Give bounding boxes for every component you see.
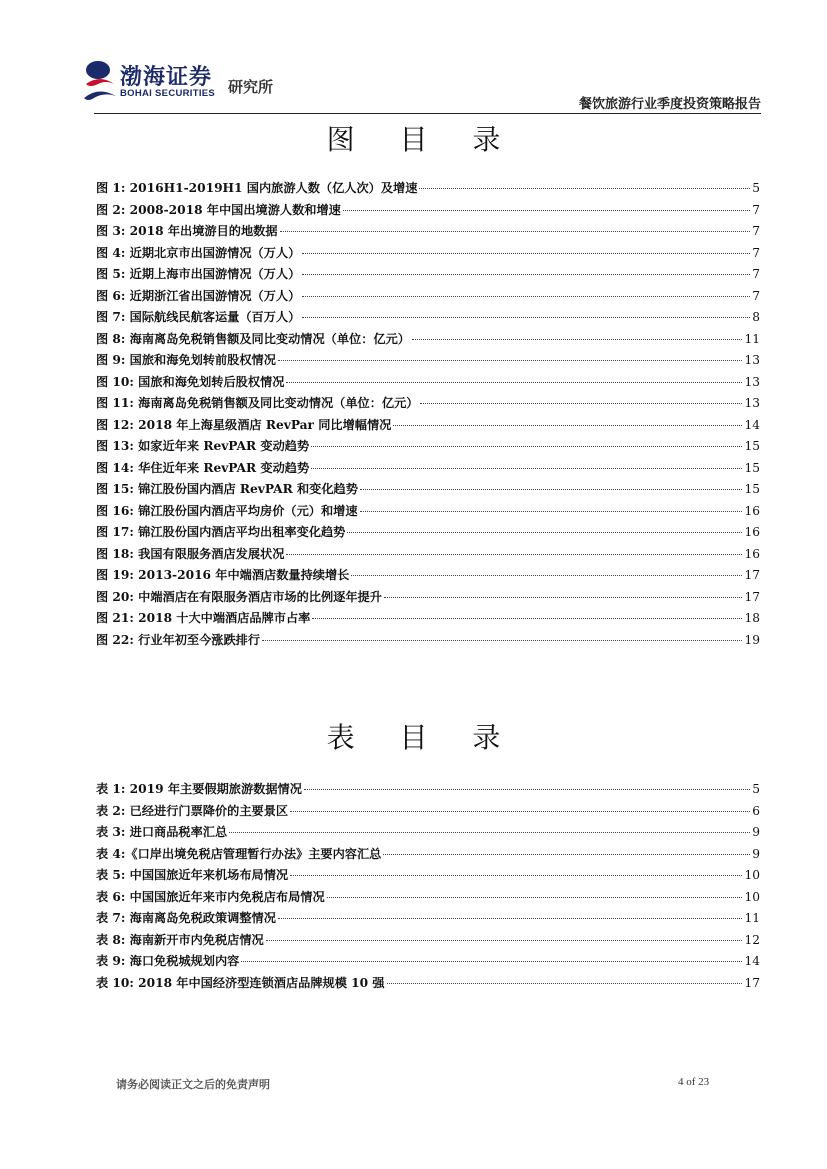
toc-entry-label: 图 22: 行业年初至今涨跌排行 bbox=[96, 632, 261, 647]
logo-english-name: BOHAI SECURITIES bbox=[120, 88, 216, 99]
toc-entry-label: 图 17: 锦江股份国内酒店平均出租率变化趋势 bbox=[96, 525, 346, 539]
dot-leader bbox=[262, 640, 742, 641]
toc-entry-label: 图 18: 我国有限服务酒店发展状况 bbox=[96, 546, 285, 561]
toc-entry[interactable] bbox=[96, 265, 760, 287]
toc-entry-page: 16 bbox=[744, 546, 760, 561]
toc-entry-label: 图 6: 近期浙江省出国游情况（万人） bbox=[96, 288, 301, 303]
toc-entry[interactable] bbox=[96, 566, 760, 588]
dot-leader bbox=[360, 511, 743, 512]
toc-entry-label: 图 15: 锦江股份国内酒店 RevPAR 和变化趋势 bbox=[96, 482, 358, 496]
toc-entry[interactable] bbox=[96, 802, 760, 824]
dot-leader bbox=[419, 188, 750, 189]
toc-entry-label: 图 10: 国旅和海免划转后股权情况 bbox=[96, 374, 285, 389]
toc-entry-label: 表 3: 进口商品税率汇总 bbox=[96, 825, 228, 839]
toc-entry-label: 图 5: 近期上海市出国游情况（万人） bbox=[96, 267, 301, 281]
toc-entry-page: 14 bbox=[744, 954, 760, 968]
toc-entry-label: 图 3: 2018 年出境游目的地数据 bbox=[96, 224, 278, 238]
toc-entry-page: 12 bbox=[744, 932, 760, 947]
toc-entry-page: 15 bbox=[744, 460, 760, 475]
dot-leader bbox=[290, 875, 742, 876]
toc-entry-label: 图 13: 如家近年来 RevPAR 变动趋势 bbox=[96, 439, 310, 453]
toc-entry-page: 6 bbox=[752, 803, 760, 818]
dot-leader bbox=[393, 425, 742, 426]
toc-entry-label: 表 9: 海口免税城规划内容 bbox=[96, 954, 240, 968]
figure-list bbox=[96, 179, 760, 652]
toc-entry-page: 8 bbox=[752, 310, 760, 324]
toc-entry[interactable] bbox=[96, 845, 760, 867]
dot-leader bbox=[343, 210, 750, 211]
dot-leader bbox=[384, 597, 743, 598]
toc-entry-label: 表 10: 2018 年中国经济型连锁酒店品牌规模 10 强 bbox=[96, 975, 385, 990]
toc-entry[interactable] bbox=[96, 244, 760, 266]
toc-entry-page: 17 bbox=[744, 568, 760, 582]
dot-leader bbox=[286, 554, 742, 555]
dot-leader bbox=[387, 983, 743, 984]
dot-leader bbox=[420, 403, 742, 404]
toc-entry[interactable] bbox=[96, 609, 760, 631]
toc-entry[interactable] bbox=[96, 588, 760, 610]
bohai-logo bbox=[80, 58, 292, 108]
toc-entry[interactable] bbox=[96, 545, 760, 567]
toc-entry-page: 19 bbox=[744, 632, 760, 647]
toc-entry[interactable] bbox=[96, 631, 760, 653]
toc-entry[interactable] bbox=[96, 823, 760, 845]
dot-leader bbox=[327, 897, 743, 898]
toc-entry-label: 图 4: 近期北京市出国游情况（万人） bbox=[96, 245, 301, 260]
toc-entry[interactable] bbox=[96, 480, 760, 502]
toc-entry-label: 表 7: 海南离岛免税政策调整情况 bbox=[96, 911, 276, 925]
toc-entry[interactable] bbox=[96, 888, 760, 910]
toc-entry-label: 图 2: 2008-2018 年中国出境游人数和增速 bbox=[96, 202, 341, 217]
table-list bbox=[96, 780, 760, 995]
dot-leader bbox=[302, 296, 750, 297]
toc-entry-label: 图 7: 国际航线民航客运量（百万人） bbox=[96, 310, 301, 324]
disclaimer-note: 请务必阅读正文之后的免责声明 bbox=[116, 1078, 270, 1091]
toc-entry-page: 10 bbox=[744, 868, 760, 882]
toc-entry-page: 10 bbox=[744, 889, 760, 904]
toc-entry-label: 图 16: 锦江股份国内酒店平均房价（元）和增速 bbox=[96, 503, 358, 518]
toc-entry-label: 表 1: 2019 年主要假期旅游数据情况 bbox=[96, 782, 302, 796]
toc-entry-page: 11 bbox=[744, 911, 760, 925]
toc-entry[interactable] bbox=[96, 201, 760, 223]
dot-leader bbox=[302, 317, 750, 318]
toc-entry-page: 17 bbox=[744, 975, 760, 990]
dot-leader bbox=[302, 274, 750, 275]
toc-entry-page: 15 bbox=[744, 482, 760, 496]
toc-entry[interactable] bbox=[96, 780, 760, 802]
dot-leader bbox=[278, 360, 743, 361]
toc-entry-page: 13 bbox=[744, 374, 760, 389]
toc-entry-page: 14 bbox=[744, 417, 760, 432]
dot-leader bbox=[241, 961, 742, 962]
toc-entry-page: 7 bbox=[752, 267, 760, 281]
toc-entry[interactable] bbox=[96, 909, 760, 931]
dot-leader bbox=[412, 339, 743, 340]
figure-list-title: 图 目 录 bbox=[326, 123, 519, 156]
toc-entry-label: 图 14: 华住近年来 RevPAR 变动趋势 bbox=[96, 460, 310, 475]
dot-leader bbox=[304, 789, 750, 790]
toc-entry-page: 18 bbox=[744, 611, 760, 625]
toc-entry[interactable] bbox=[96, 308, 760, 330]
toc-entry[interactable] bbox=[96, 974, 760, 996]
dot-leader bbox=[351, 575, 742, 576]
toc-entry-label: 图 8: 海南离岛免税销售额及同比变动情况（单位：亿元） bbox=[96, 331, 410, 346]
toc-entry[interactable] bbox=[96, 437, 760, 459]
toc-entry-page: 7 bbox=[752, 288, 760, 303]
toc-entry-page: 16 bbox=[744, 503, 760, 518]
toc-entry-label: 图 12: 2018 年上海星级酒店 RevPar 同比增幅情况 bbox=[96, 417, 392, 432]
toc-entry-page: 7 bbox=[752, 224, 760, 238]
toc-entry-page: 9 bbox=[752, 825, 760, 839]
dot-leader bbox=[311, 468, 742, 469]
toc-entry[interactable] bbox=[96, 179, 760, 201]
dot-leader bbox=[360, 489, 743, 490]
dot-leader bbox=[286, 382, 742, 383]
toc-entry-label: 表 2: 已经进行门票降价的主要景区 bbox=[96, 803, 289, 818]
toc-entry-label: 表 4:《口岸出境免税店管理暂行办法》主要内容汇总 bbox=[96, 846, 382, 861]
dot-leader bbox=[347, 532, 742, 533]
dot-leader bbox=[312, 618, 742, 619]
toc-entry-page: 13 bbox=[744, 396, 760, 410]
toc-entry[interactable] bbox=[96, 416, 760, 438]
toc-entry-label: 表 5: 中国国旅近年来机场布局情况 bbox=[96, 868, 289, 882]
toc-entry-label: 图 11: 海南离岛免税销售额及同比变动情况（单位：亿元） bbox=[96, 396, 419, 410]
toc-entry[interactable] bbox=[96, 502, 760, 524]
logo-chinese-name: 渤海证券 bbox=[120, 65, 213, 90]
table-list-title: 表 目 录 bbox=[326, 721, 519, 754]
dot-leader bbox=[302, 253, 750, 254]
toc-entry-label: 表 6: 中国国旅近年来市内免税店布局情况 bbox=[96, 889, 325, 904]
toc-entry-label: 表 8: 海南新开市内免税店情况 bbox=[96, 932, 264, 947]
toc-entry[interactable] bbox=[96, 394, 760, 416]
toc-entry[interactable] bbox=[96, 222, 760, 244]
toc-entry[interactable] bbox=[96, 287, 760, 309]
page-header bbox=[0, 0, 827, 116]
dot-leader bbox=[266, 940, 743, 941]
toc-entry[interactable] bbox=[96, 931, 760, 953]
dot-leader bbox=[383, 854, 750, 855]
dot-leader bbox=[311, 446, 742, 447]
toc-entry-page: 11 bbox=[744, 331, 760, 346]
toc-entry-page: 13 bbox=[744, 353, 760, 367]
toc-entry[interactable] bbox=[96, 952, 760, 974]
bohai-logo-icon bbox=[80, 58, 120, 104]
toc-entry-page: 5 bbox=[752, 181, 760, 195]
toc-entry-page: 16 bbox=[744, 525, 760, 539]
toc-entry[interactable] bbox=[96, 330, 760, 352]
toc-entry[interactable] bbox=[96, 351, 760, 373]
toc-entry-label: 图 9: 国旅和海免划转前股权情况 bbox=[96, 353, 276, 367]
toc-entry-page: 9 bbox=[752, 846, 760, 861]
toc-entry-page: 7 bbox=[752, 245, 760, 260]
toc-entry[interactable] bbox=[96, 459, 760, 481]
toc-entry-label: 图 20: 中端酒店在有限服务酒店市场的比例逐年提升 bbox=[96, 589, 382, 604]
institute-label: 研究所 bbox=[228, 78, 274, 96]
toc-entry-page: 7 bbox=[752, 202, 760, 217]
toc-entry-page: 15 bbox=[744, 439, 760, 453]
dot-leader bbox=[280, 231, 751, 232]
report-title: 餐饮旅游行业季度投资策略报告 bbox=[578, 97, 761, 112]
toc-entry-page: 5 bbox=[752, 782, 760, 796]
header-divider bbox=[94, 113, 761, 114]
toc-entry-label: 图 19: 2013-2016 年中端酒店数量持续增长 bbox=[96, 568, 350, 582]
toc-entry-label: 图 21: 2018 十大中端酒店品牌市占率 bbox=[96, 611, 311, 625]
toc-entry[interactable] bbox=[96, 866, 760, 888]
toc-entry[interactable] bbox=[96, 373, 760, 395]
toc-entry-page: 17 bbox=[744, 589, 760, 604]
dot-leader bbox=[278, 918, 743, 919]
page-number: 4 of 23 bbox=[678, 1076, 710, 1088]
dot-leader bbox=[229, 832, 750, 833]
dot-leader bbox=[290, 811, 750, 812]
toc-entry[interactable] bbox=[96, 523, 760, 545]
toc-entry-label: 图 1: 2016H1-2019H1 国内旅游人数（亿人次）及增速 bbox=[96, 181, 418, 195]
